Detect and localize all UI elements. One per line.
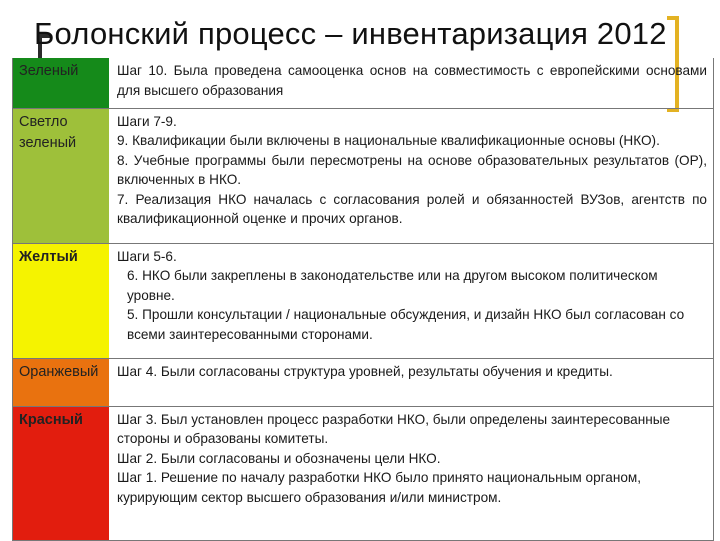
color-label-green: Зеленый [13, 58, 110, 108]
description-line: Шаг 10. Была проведена самооценка основ на совместимость с европейскими основами для высшего образования [117, 63, 707, 98]
color-label-red: Красный [13, 406, 110, 540]
color-label-light-green: Светло зеленый [13, 108, 110, 243]
table-row [13, 358, 714, 406]
color-label-orange: Оранжевый [13, 358, 110, 406]
description-line: Шаги 7-9. [117, 113, 177, 129]
description-line: Шаг 1. Решение по началу разработки НКО было принято национальным органом, курирующим сектор высшего образования и/или министром. [117, 470, 642, 505]
description-line: Шаги 5-6. [117, 248, 177, 264]
row-description-green [109, 58, 714, 108]
table-row [13, 243, 714, 358]
description-line: 6. НКО были закреплены в законодательстве или на другом высоком политическом уровне. [127, 268, 658, 303]
description-line: 5. Прошли консультации / национальные обсуждения, и дизайн НКО был согласован со всеми заинтересованными сторонами. [127, 307, 685, 342]
status-table [12, 58, 714, 541]
row-description-light-green [109, 108, 714, 243]
description-line: 9. Квалификации были включены в национальные квалификационные основы (НКО). [117, 133, 660, 148]
color-label-yellow: Желтый [13, 243, 110, 358]
row-description-yellow [109, 243, 714, 358]
description-line: Шаг 4. Были согласованы структура уровней, результаты обучения и кредиты. [117, 363, 613, 379]
table-row [13, 406, 714, 540]
table-row [13, 108, 714, 243]
table-row [13, 58, 714, 108]
description-line: 7. Реализация НКО началась с согласования ролей и обязанностей ВУЗов, агентств по квалификационной оценке и прочих органов. [117, 191, 707, 226]
description-line: 8. Учебные программы были пересмотрены на основе образовательных результатов (ОР), включенных в НКО. [117, 152, 707, 187]
row-description-red [109, 406, 714, 540]
row-description-orange [109, 358, 714, 406]
description-line: Шаг 2. Были согласованы и обозначены цели НКО. [117, 450, 441, 466]
page-title: Болонский процесс – инвентаризация 2012 [34, 16, 667, 51]
description-line: Шаг 3. Был установлен процесс разработки НКО, были определены заинтересованные стороны и образованы комитеты. [117, 411, 671, 446]
